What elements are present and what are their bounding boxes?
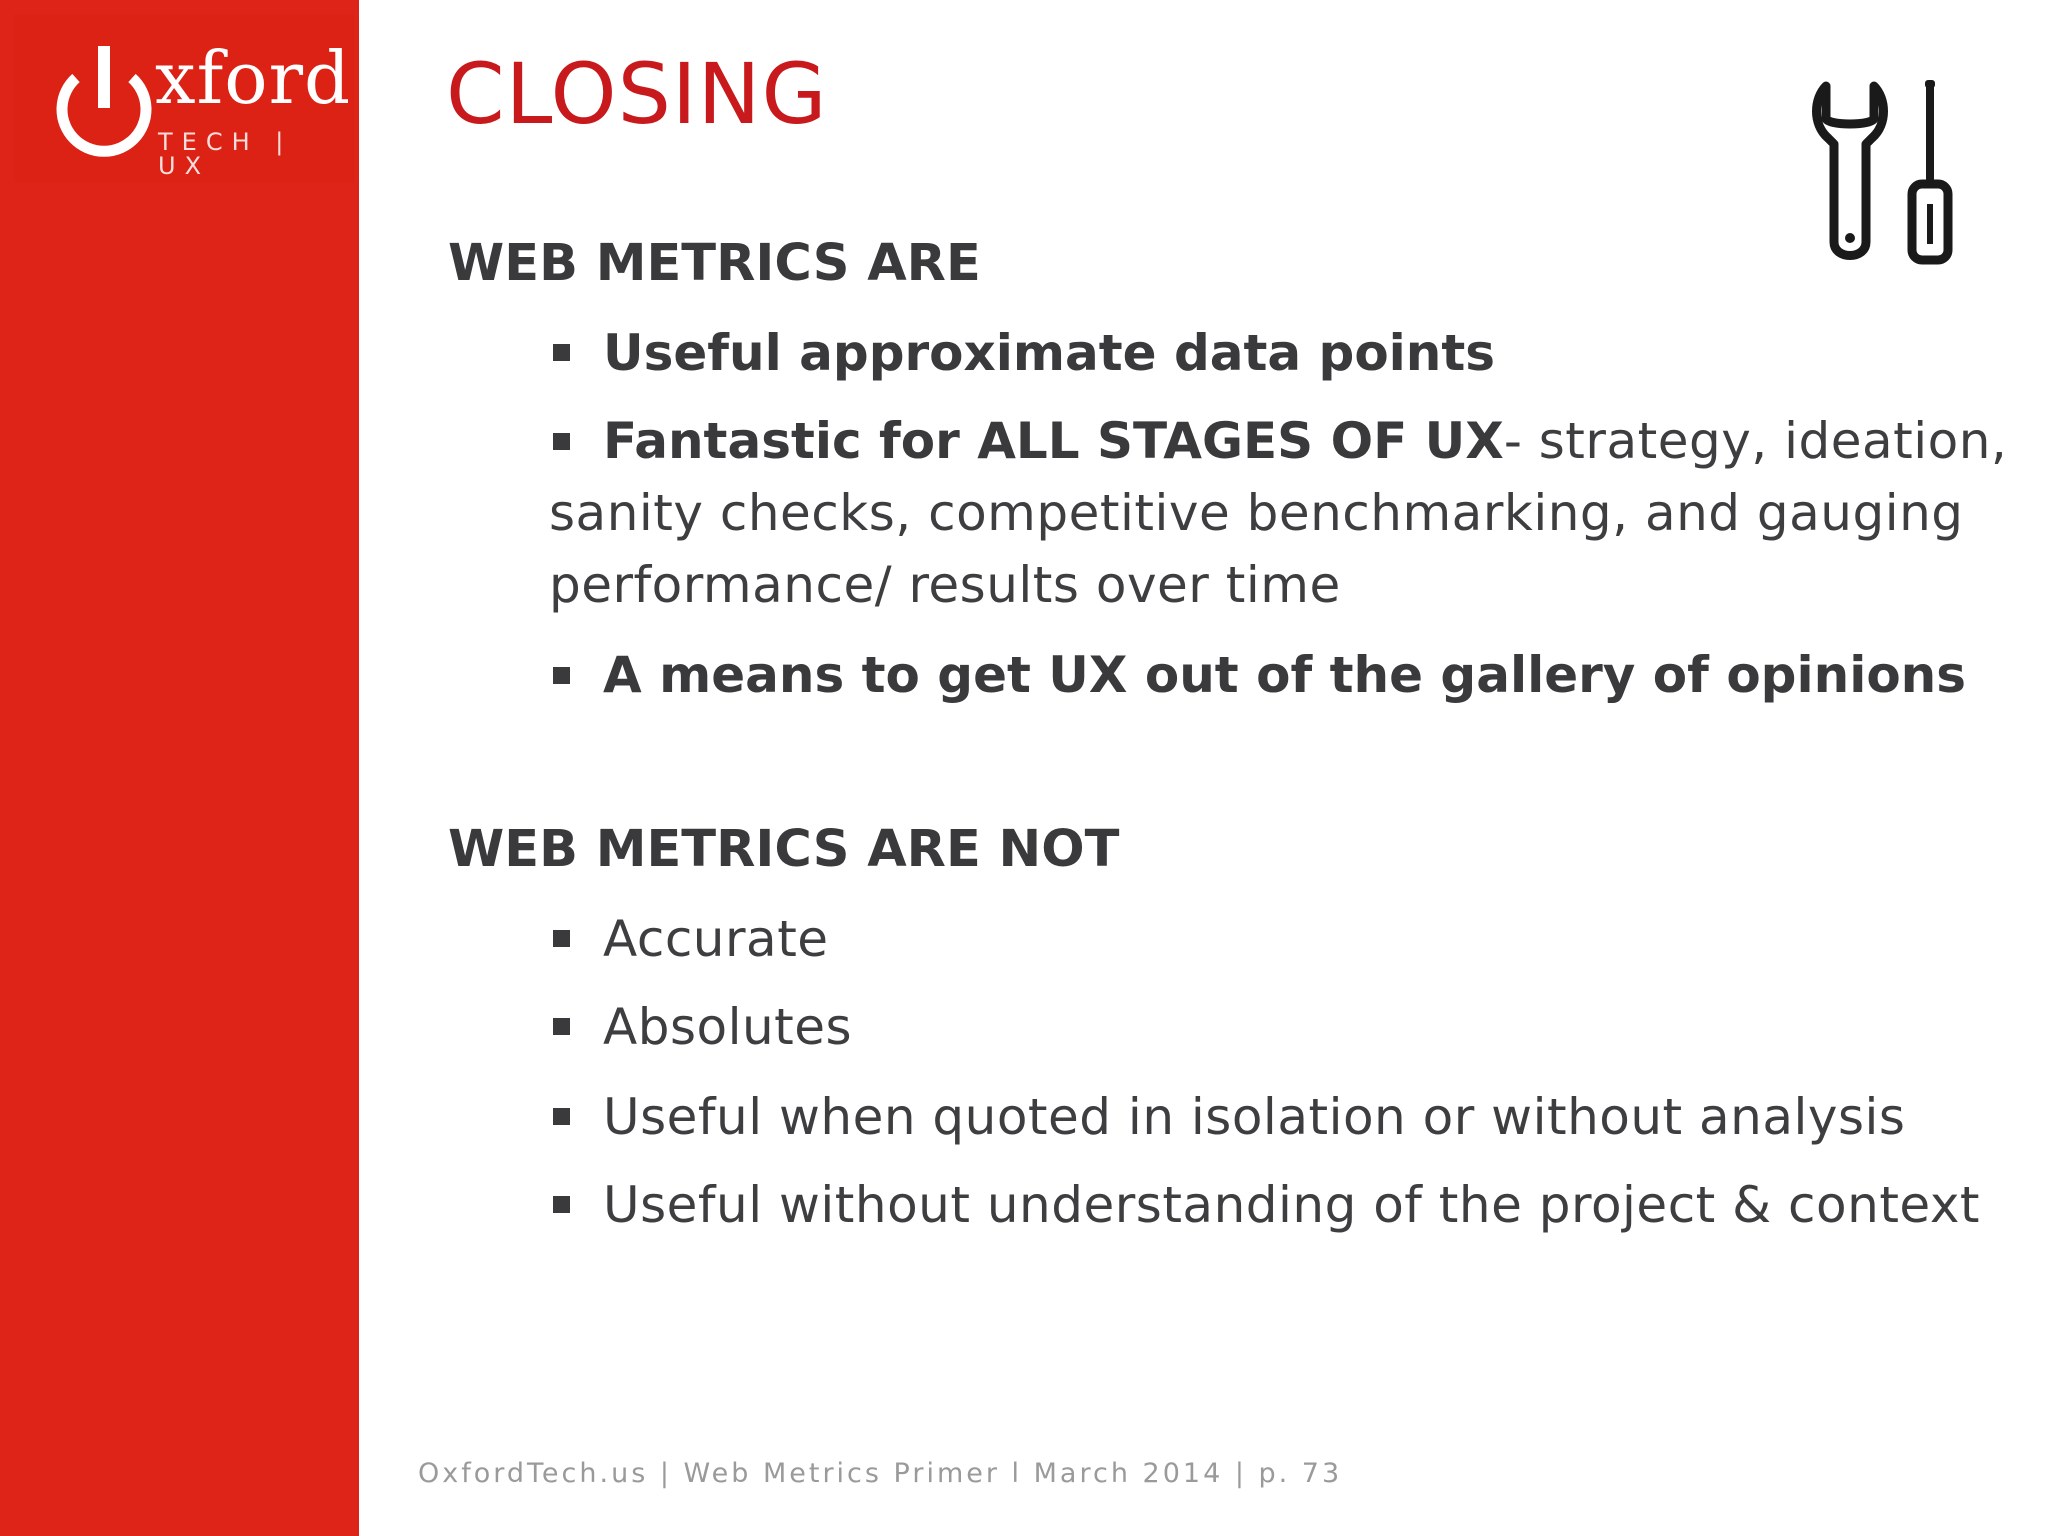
bullet — [553, 1108, 570, 1125]
bullet — [553, 433, 570, 450]
list-item-continuation: sanity checks, competitive benchmarking, and gauging — [549, 484, 1964, 542]
list-item-rest: - strategy, ideation, — [1503, 412, 2008, 470]
list-item: Useful without understanding of the project & context — [603, 1176, 1981, 1234]
section-heading-are: WEB METRICS ARE — [448, 234, 981, 293]
wrench-screwdriver-icon — [1808, 74, 1968, 274]
bullet — [553, 1018, 570, 1035]
page-title: CLOSING — [446, 45, 828, 143]
list-item-continuation: performance/ results over time — [549, 556, 1341, 614]
logo-subtitle: TECH | UX — [158, 128, 293, 180]
list-item: Useful approximate data points — [603, 324, 1496, 382]
list-item: Absolutes — [603, 998, 853, 1056]
list-item — [603, 412, 2008, 470]
bullet — [553, 930, 570, 947]
list-item: A means to get UX out of the gallery of opinions — [603, 646, 1967, 704]
sidebar — [0, 0, 359, 1536]
list-item: Accurate — [603, 910, 829, 968]
section-heading-are-not: WEB METRICS ARE NOT — [448, 820, 1120, 879]
footer: OxfordTech.us | Web Metrics Primer l March 2014 | p. 73 — [418, 1458, 1343, 1489]
list-item-bold: Fantastic for ALL STAGES OF UX — [603, 412, 1504, 470]
bullet — [553, 1196, 570, 1213]
list-item: Useful when quoted in isolation or without analysis — [603, 1088, 1906, 1146]
power-icon — [14, 14, 154, 182]
bullet — [553, 667, 570, 684]
logo — [14, 14, 354, 182]
bullet — [553, 344, 570, 361]
logo-wordmark: xford — [155, 36, 352, 120]
